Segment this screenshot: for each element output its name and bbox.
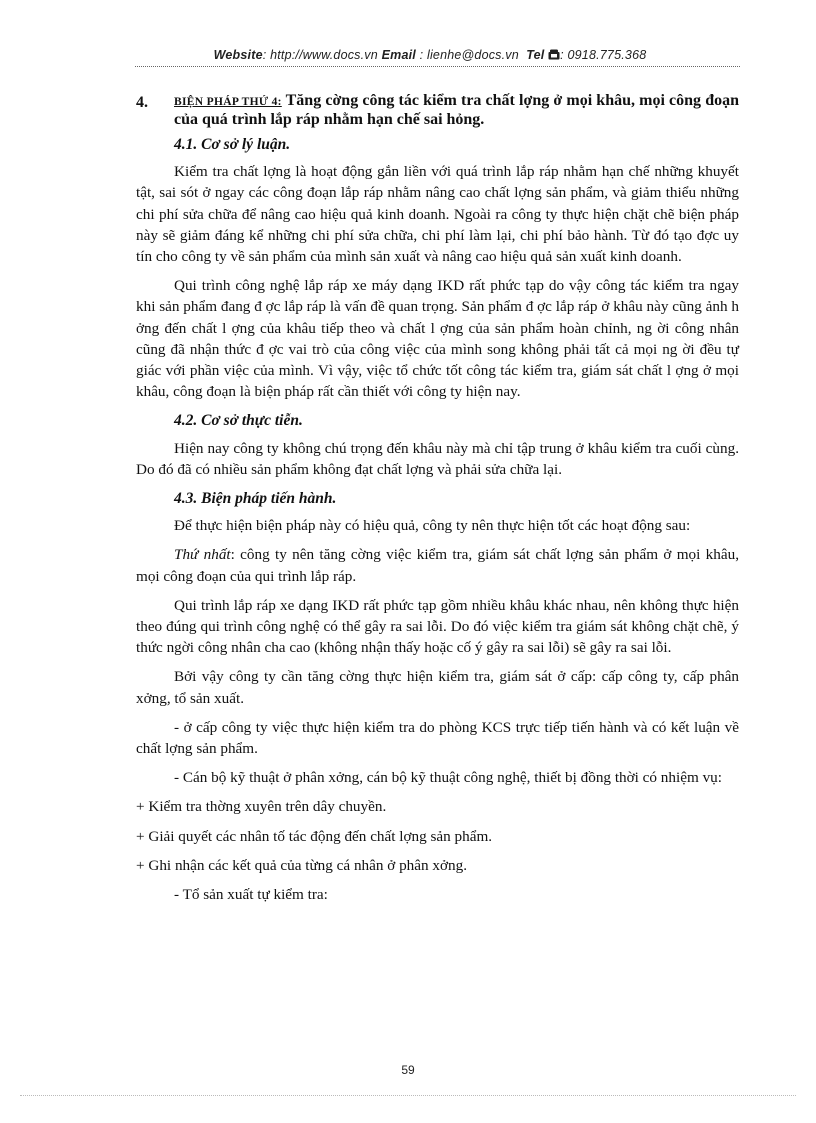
section-number: 4.	[136, 94, 148, 111]
paragraph-text: : công ty nên tăng cờng việc kiểm tra, giám sát chất lợng sản phẩm ở mọi khâu, mọi công đoạn của qui trình lắp ráp.	[136, 546, 739, 585]
website-value: : http://www.docs.vn	[262, 48, 378, 62]
website-label: Website	[213, 48, 263, 62]
plus-item: + Giải quyết các nhân tố tác động đến chất lợng sản phẩm.	[136, 827, 493, 845]
paragraph: Hiện nay công ty không chú trọng đến khâu này mà chỉ tập trung ở khâu kiểm tra cuối cùng. Do đó đã có nhiều sản phẩm không đạt chất lợng và phải sửa chữa lại.	[136, 439, 739, 478]
subsection-heading-4-1: 4.1. Cơ sở lý luận.	[174, 136, 291, 153]
page-number: 59	[401, 1063, 415, 1077]
paragraph: Kiểm tra chất lợng là hoạt động gắn liền với quá trình lắp ráp nhằm hạn chế những khuyết tật, sai sót ở ngay các công đoạn lắp ráp nhằm nâng cao chất lợng sản phẩm, và giảm thiểu những chi phí sửa chữa để nâng cao hiệu quả kinh doanh. Ngoài ra công ty thực hiện chặt chẽ biện pháp này sẽ giảm đáng kể những chi phí sửa chữa, chi phí làm lại, chi phí bảo hành. Từ đó tạo đợc uy tín cho công ty về sản phẩm của mình sản xuất và nâng cao hiệu quả sản xuất kinh doanh.	[136, 163, 739, 266]
dash-item: - Cán bộ kỹ thuật ở phân xởng, cán bộ kỹ thuật công nghệ, thiết bị đồng thời có nhiệm vụ:	[174, 769, 722, 787]
section-lead: BIỆN PHÁP THỨ 4:	[174, 96, 282, 108]
subsection-heading-4-2: 4.2. Cơ sở thực tiễn.	[174, 412, 303, 430]
dash-item: - ở cấp công ty việc thực hiện kiểm tra do phòng KCS trực tiếp tiến hành và có kết luận về chất lợng sản phẩm.	[136, 718, 739, 758]
paragraph: Để thực hiện biện pháp này có hiệu quả, công ty nên thực hiện tốt các hoạt động sau:	[174, 517, 691, 535]
email-label: Email	[381, 48, 416, 62]
phone-icon	[548, 49, 560, 63]
plus-item: + Ghi nhận các kết quả của từng cá nhân ở phân xởng.	[136, 856, 468, 874]
page-header	[120, 48, 740, 63]
paragraph: Bởi vậy công ty cần tăng cờng thực hiện kiểm tra, giám sát ở cấp: cấp công ty, cấp phân xởng, tổ sản xuất.	[136, 668, 739, 707]
section-heading	[136, 92, 739, 128]
dash-item: - Tổ sản xuất tự kiểm tra:	[174, 886, 328, 904]
paragraph	[136, 544, 739, 586]
section-title	[174, 92, 739, 128]
header-divider	[135, 66, 740, 67]
bottom-divider	[20, 1095, 796, 1096]
paragraph: Qui trình lắp ráp xe dạng IKD rất phức tạp gồm nhiều khâu khác nhau, nên không thực hiện theo đúng qui trình công nghệ có thể gây ra sai lỗi. Do đó việc kiểm tra giám sát không chặt chẽ, ý thức ngời công nhân cha cao (không nhận thấy hoặc cố ý gây ra sai lỗi) sẽ gây ra sai lỗi.	[136, 596, 739, 657]
plus-item: + Kiểm tra thờng xuyên trên dây chuyền.	[136, 798, 387, 816]
first-label: Thứ nhất	[174, 546, 231, 564]
section-title-text: Tăng cờng công tác kiểm tra chất lợng ở mọi khâu, mọi công đoạn của quá trình lắp ráp nhằm hạn chế sai hỏng.	[174, 92, 739, 128]
body-content	[136, 92, 739, 913]
subsection-heading-4-3: 4.3. Biện pháp tiến hành.	[174, 490, 337, 508]
email-value: : lienhe@docs.vn	[415, 48, 519, 62]
tel-value: : 0918.775.368	[560, 48, 647, 62]
paragraph: Qui trình công nghệ lắp ráp xe máy dạng IKD rất phức tạp do vậy công tác kiểm tra ngay khi sản phẩm đang đ ợc lắp ráp là vấn đề quan trọng. Sản phẩm đ ợc lắp ráp ở khâu này cũng ảnh h ởng đến chất l ợng của khâu tiếp theo và chất l ợng của sản phẩm hoàn chỉnh, ng ời công nhân cũng đã nhận thức đ ợc vai trò của công việc của mình song không phải tất cả mọi ng ời đều tự giác với phần việc của mình. Vì vậy, việc tổ chức tốt công tác kiểm tra, giám sát chất l ợng ở mọi khâu, công đoạn là biện pháp rất cần thiết với công ty hiện nay.	[136, 277, 739, 401]
tel-label: Tel	[526, 48, 545, 62]
